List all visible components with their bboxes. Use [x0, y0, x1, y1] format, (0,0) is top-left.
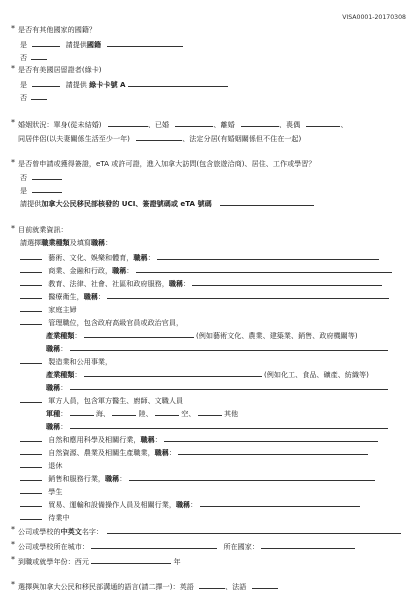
country-field[interactable] [261, 541, 355, 549]
job-title-field[interactable] [70, 382, 388, 390]
required-asterisk: * [11, 118, 15, 127]
industry-field[interactable] [84, 369, 262, 377]
english-checkbox[interactable] [199, 581, 225, 589]
company-location-row: 公司或學校所在城市： 所在國家： [18, 541, 355, 551]
required-asterisk: * [11, 540, 15, 549]
navy-checkbox[interactable] [112, 408, 136, 416]
green-card-number-field[interactable] [128, 79, 228, 87]
required-asterisk: * [11, 158, 15, 167]
occupation-checkbox[interactable] [20, 460, 42, 468]
occupation-checkbox[interactable] [20, 447, 42, 455]
q1-yes-row: 是 請提供國籍 [20, 39, 183, 49]
occupation-checkbox[interactable] [20, 512, 42, 520]
occupation-row-science: 自然和應用科學及相關行業，職稱： [20, 434, 378, 444]
management-title-row: 職稱： [46, 343, 388, 353]
job-title-field[interactable] [164, 434, 378, 442]
start-year-field[interactable] [91, 556, 171, 564]
q2-yes-checkbox[interactable] [32, 79, 60, 87]
marital-status-row-2: 同居伴侶(以夫妻關係生活至少一年) 、法定分居(有婚姻關係但不住在一起) [18, 134, 302, 143]
divorced-checkbox[interactable] [241, 119, 279, 127]
occupation-checkbox[interactable] [20, 434, 42, 442]
single-checkbox[interactable] [108, 119, 148, 127]
q1-yes-checkbox[interactable] [32, 39, 60, 47]
marital-status-row: 婚姻狀況：單身(從未結婚) 、已婚 、離婚 、喪偶 、 [18, 120, 348, 129]
q4-no-checkbox[interactable] [32, 172, 62, 180]
company-name-field[interactable] [107, 526, 401, 534]
occupation-checkbox[interactable] [20, 356, 42, 364]
q4-no-row: 否 [20, 172, 62, 182]
occupation-row-student: 學生 [20, 486, 62, 496]
uci-visa-number-field[interactable] [220, 198, 314, 206]
occupation-row-retired: 退休 [20, 460, 62, 470]
q4-title: 是否曾申請或獲得簽證，eTA 或許可證，進入加拿大訪問(包含旅遊洽商)、居住、工作或學習？ [18, 159, 316, 168]
required-asterisk: * [11, 525, 15, 534]
job-title-field[interactable] [107, 291, 389, 299]
french-checkbox[interactable] [252, 581, 278, 589]
required-asterisk: * [11, 24, 15, 33]
occupation-row-military: 軍方人員，包含軍方醫生、廚師、文職人員 [20, 395, 183, 405]
q4-yes-checkbox[interactable] [32, 185, 62, 193]
employment-title: 目前就業資訊： [18, 225, 68, 234]
occupation-row-homemaker: 家庭主婦 [20, 304, 77, 314]
occupation-checkbox[interactable] [20, 486, 42, 494]
occupation-checkbox[interactable] [20, 317, 42, 325]
occupation-row-unemployed: 待業中 [20, 512, 70, 522]
manufacturing-industry-row: 產業種類： (例如化工、食品、礦產、紡織等) [46, 370, 369, 379]
occupation-row-business: 商業、金融和行政，職稱： [20, 265, 392, 275]
occupation-checkbox[interactable] [20, 304, 42, 312]
city-field[interactable] [91, 541, 217, 549]
job-title-field[interactable] [178, 447, 368, 455]
air-force-checkbox[interactable] [155, 408, 179, 416]
occupation-row-education: 教育、法律、社會、社區和政府服務，職稱： [20, 278, 382, 288]
employment-instruction: 請選擇職業種類及填寫職稱： [20, 238, 113, 247]
occupation-checkbox[interactable] [20, 395, 42, 403]
married-checkbox[interactable] [175, 119, 213, 127]
job-title-field[interactable] [129, 473, 375, 481]
occupation-checkbox[interactable] [20, 265, 42, 273]
job-title-field[interactable] [70, 343, 388, 351]
required-asterisk: * [11, 555, 15, 564]
occupation-row-trades: 貿易、運輸和設備操作人員及相關行業，職稱： [20, 499, 360, 509]
document-id: VISA0001-20170308 [342, 14, 406, 21]
required-asterisk: * [11, 224, 15, 233]
manufacturing-title-row: 職稱： [46, 382, 388, 392]
language-row: 選擇與加拿大公民和移民部溝通的語言(請二擇一)：英語 、法語 [18, 581, 278, 591]
occupation-row-health: 醫療衛生，職稱： [20, 291, 389, 301]
army-checkbox[interactable] [70, 408, 94, 416]
q1-no-row: 否 [20, 52, 47, 62]
company-name-row: 公司或學校的中英文名字： [18, 526, 401, 536]
q4-detail-row: 請提供加拿大公民移民部核發的 UCI、簽證號碼或 eTA 號碼 [20, 198, 314, 208]
occupation-row-management: 管理職位，包含政府高級官員或政治官員， [20, 317, 183, 327]
q1-title: 是否有其他國家的國籍？ [18, 25, 97, 34]
q2-no-checkbox[interactable] [31, 92, 47, 100]
military-title-row: 職稱： [46, 421, 388, 431]
common-law-checkbox[interactable] [136, 133, 182, 141]
occupation-row-arts: 藝術、文化、娛樂和體育，職稱： [20, 252, 379, 262]
nationality-field[interactable] [107, 39, 183, 47]
management-industry-row: 產業種類： (例如藝術文化、農業、建築業、銷售、政府機關等) [46, 331, 358, 340]
industry-field[interactable] [84, 330, 194, 338]
occupation-checkbox[interactable] [20, 499, 42, 507]
occupation-row-resources: 自然資源、農業及相關生產職業，職稱： [20, 447, 368, 457]
widowed-checkbox[interactable] [306, 119, 340, 127]
occupation-checkbox[interactable] [20, 278, 42, 286]
job-title-field[interactable] [192, 278, 382, 286]
q2-no-row: 否 [20, 92, 47, 102]
required-asterisk: * [11, 64, 15, 73]
q2-title: 是否有美國居留證者(綠卡) [18, 65, 102, 74]
occupation-checkbox[interactable] [20, 252, 42, 260]
q2-yes-row: 是 請提供 綠卡卡號 A [20, 79, 228, 89]
job-title-field[interactable] [157, 252, 379, 260]
job-title-field[interactable] [136, 265, 392, 273]
job-title-field[interactable] [70, 421, 388, 429]
q4-yes-row: 是 [20, 185, 62, 195]
military-branch-row: 軍種： 海、 陸、 空、 其他 [46, 409, 239, 418]
occupation-checkbox[interactable] [20, 291, 42, 299]
occupation-row-sales: 銷售和服務行業，職稱： [20, 473, 375, 483]
start-year-row: 到職或就學年份：西元 年 [18, 557, 181, 566]
occupation-row-manufacturing: 製造業和公用事業， [20, 356, 112, 366]
required-asterisk: * [11, 580, 15, 589]
q1-no-checkbox[interactable] [31, 52, 47, 60]
other-branch-checkbox[interactable] [198, 408, 222, 416]
occupation-checkbox[interactable] [20, 473, 42, 481]
job-title-field[interactable] [200, 499, 360, 507]
